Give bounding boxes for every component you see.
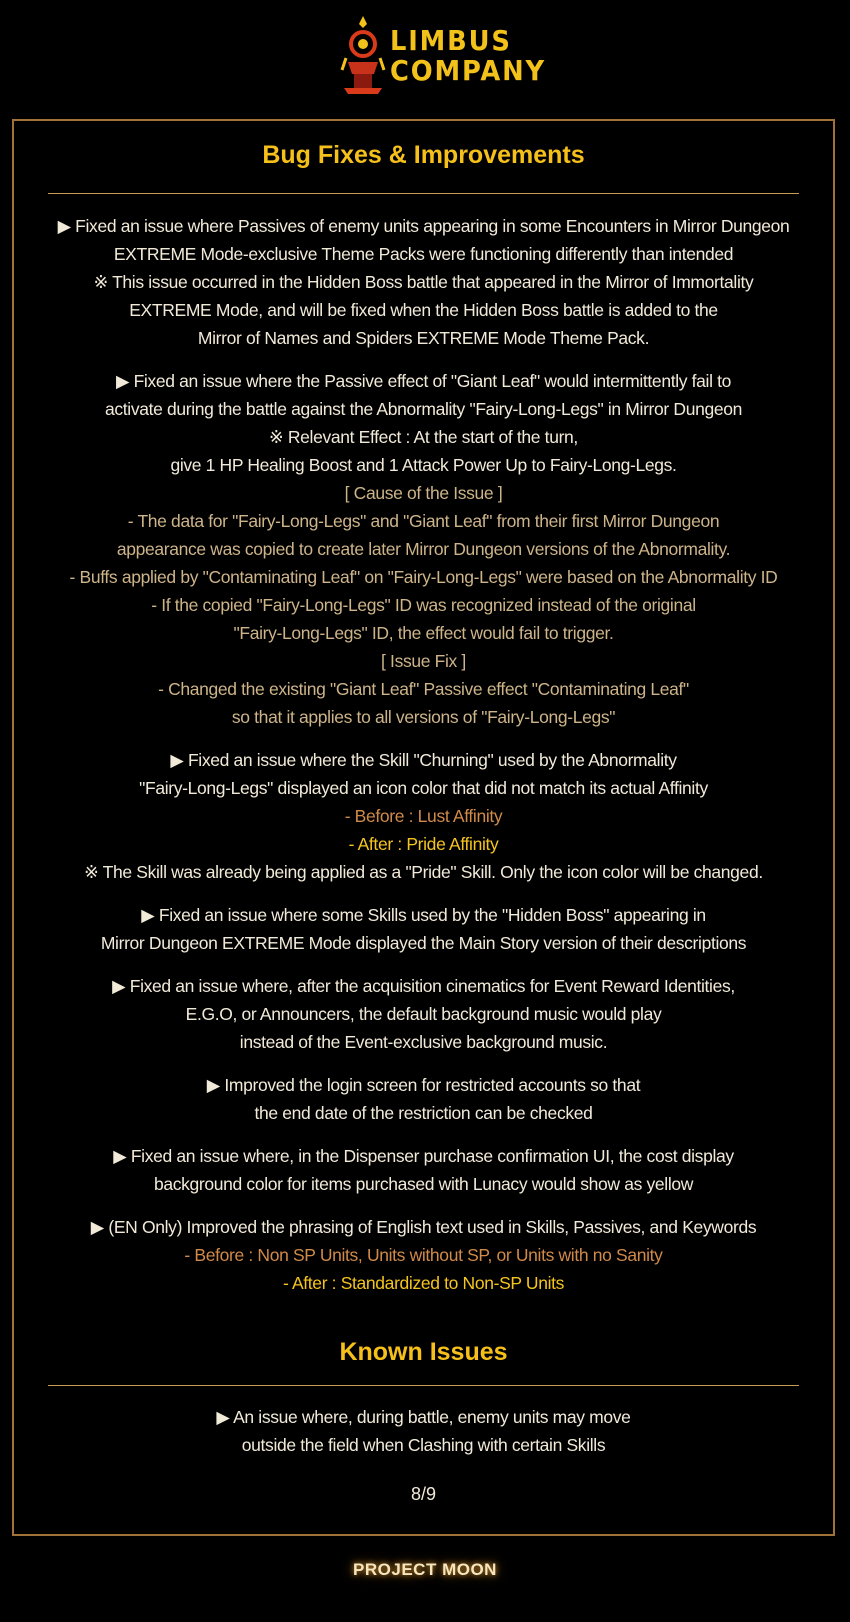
bug-fixes-list <box>14 212 833 1312</box>
known-issue-line: outside the field when Clashing with certain Skills <box>241 1435 606 1455</box>
entry-line: ▶ Fixed an issue where the Skill "Churning" used by the Abnormality <box>170 750 677 770</box>
entry-line: ▶ Improved the login screen for restricted accounts so that <box>206 1075 641 1095</box>
entry-line: - After : Pride Affinity <box>348 834 499 854</box>
entry-line: Mirror Dungeon EXTREME Mode displayed the Main Story version of their descriptions <box>100 933 747 953</box>
logo-wordmark: LIMBUS COMPANY <box>390 24 546 87</box>
title-divider <box>48 193 799 194</box>
entry-line: ▶ (EN Only) Improved the phrasing of English text used in Skills, Passives, and Keywords <box>90 1217 757 1237</box>
entry-line: - Changed the existing "Giant Leaf" Passive effect "Contaminating Leaf" <box>158 679 689 699</box>
entry-line: - Before : Lust Affinity <box>344 806 503 826</box>
company-logo <box>340 14 546 100</box>
entry-line: ※ This issue occurred in the Hidden Boss battle that appeared in the Mirror of Immortality <box>93 272 754 292</box>
patch-entry <box>14 972 833 1056</box>
entry-line: background color for items purchased with Lunacy would show as yellow <box>153 1174 694 1194</box>
entry-line: the end date of the restriction can be checked <box>254 1103 593 1123</box>
entry-line: - After : Standardized to Non-SP Units <box>282 1273 565 1293</box>
entry-line: ※ The Skill was already being applied as a "Pride" Skill. Only the icon color will be changed. <box>84 862 763 882</box>
patch-entry <box>14 1213 833 1297</box>
entry-line: [ Issue Fix ] <box>381 651 466 671</box>
patch-entry <box>14 746 833 886</box>
emblem-icon <box>340 14 386 96</box>
entry-line: ▶ Fixed an issue where some Skills used by the "Hidden Boss" appearing in <box>141 905 706 925</box>
entry-line: ▶ Fixed an issue where, in the Dispenser purchase confirmation UI, the cost display <box>113 1146 734 1166</box>
entry-line: ▶ Fixed an issue where the Passive effect of "Giant Leaf" would intermittently fail to <box>115 371 732 391</box>
patch-notes-panel <box>12 119 835 1536</box>
known-issues-title: Known Issues <box>339 1338 508 1366</box>
entry-line: activate during the battle against the Abnormality "Fairy-Long-Legs" in Mirror Dungeon <box>105 399 742 419</box>
patch-entry <box>14 212 833 352</box>
entry-line: - Buffs applied by "Contaminating Leaf" on "Fairy-Long-Legs" were based on the Abnormality ID <box>69 567 778 587</box>
entry-line: appearance was copied to create later Mirror Dungeon versions of the Abnormality. <box>116 539 731 559</box>
entry-line: EXTREME Mode, and will be fixed when the Hidden Boss battle is added to the <box>129 300 718 320</box>
entry-line: ※ Relevant Effect : At the start of the turn, <box>269 427 578 447</box>
entry-line: ▶ Fixed an issue where, after the acquisition cinematics for Event Reward Identities, <box>112 976 735 996</box>
known-issues-list <box>14 1403 833 1459</box>
page-number: 8/9 <box>410 1484 437 1504</box>
known-issues-divider <box>48 1385 799 1386</box>
entry-line: "Fairy-Long-Legs" ID, the effect would fail to trigger. <box>233 623 614 643</box>
patch-entry <box>14 1142 833 1198</box>
entry-line: EXTREME Mode-exclusive Theme Packs were functioning differently than intended <box>113 244 734 264</box>
entry-line: instead of the Event-exclusive background music. <box>239 1032 608 1052</box>
entry-line: Mirror of Names and Spiders EXTREME Mode Theme Pack. <box>197 328 650 348</box>
entry-line: give 1 HP Healing Boost and 1 Attack Power Up to Fairy-Long-Legs. <box>170 455 677 475</box>
patch-entry <box>14 1071 833 1127</box>
entry-line: [ Cause of the Issue ] <box>344 483 503 503</box>
bug-fixes-title: Bug Fixes & Improvements <box>262 141 585 169</box>
entry-line: E.G.O, or Announcers, the default background music would play <box>185 1004 662 1024</box>
entry-line: - The data for "Fairy-Long-Legs" and "Giant Leaf" from their first Mirror Dungeon <box>127 511 720 531</box>
entry-line: "Fairy-Long-Legs" displayed an icon color that did not match its actual Affinity <box>139 778 708 798</box>
patch-entry <box>14 367 833 731</box>
entry-line: - Before : Non SP Units, Units without SP, or Units with no Sanity <box>184 1245 663 1265</box>
entry-line: so that it applies to all versions of "Fairy-Long-Legs" <box>231 707 616 727</box>
entry-line: ▶ Fixed an issue where Passives of enemy units appearing in some Encounters in Mirror Dungeon <box>57 216 790 236</box>
known-issue-line: ▶ An issue where, during battle, enemy units may move <box>216 1407 631 1427</box>
patch-entry <box>14 901 833 957</box>
footer-brand: PROJECT MOON <box>353 1560 497 1579</box>
entry-line: - If the copied "Fairy-Long-Legs" ID was recognized instead of the original <box>151 595 696 615</box>
